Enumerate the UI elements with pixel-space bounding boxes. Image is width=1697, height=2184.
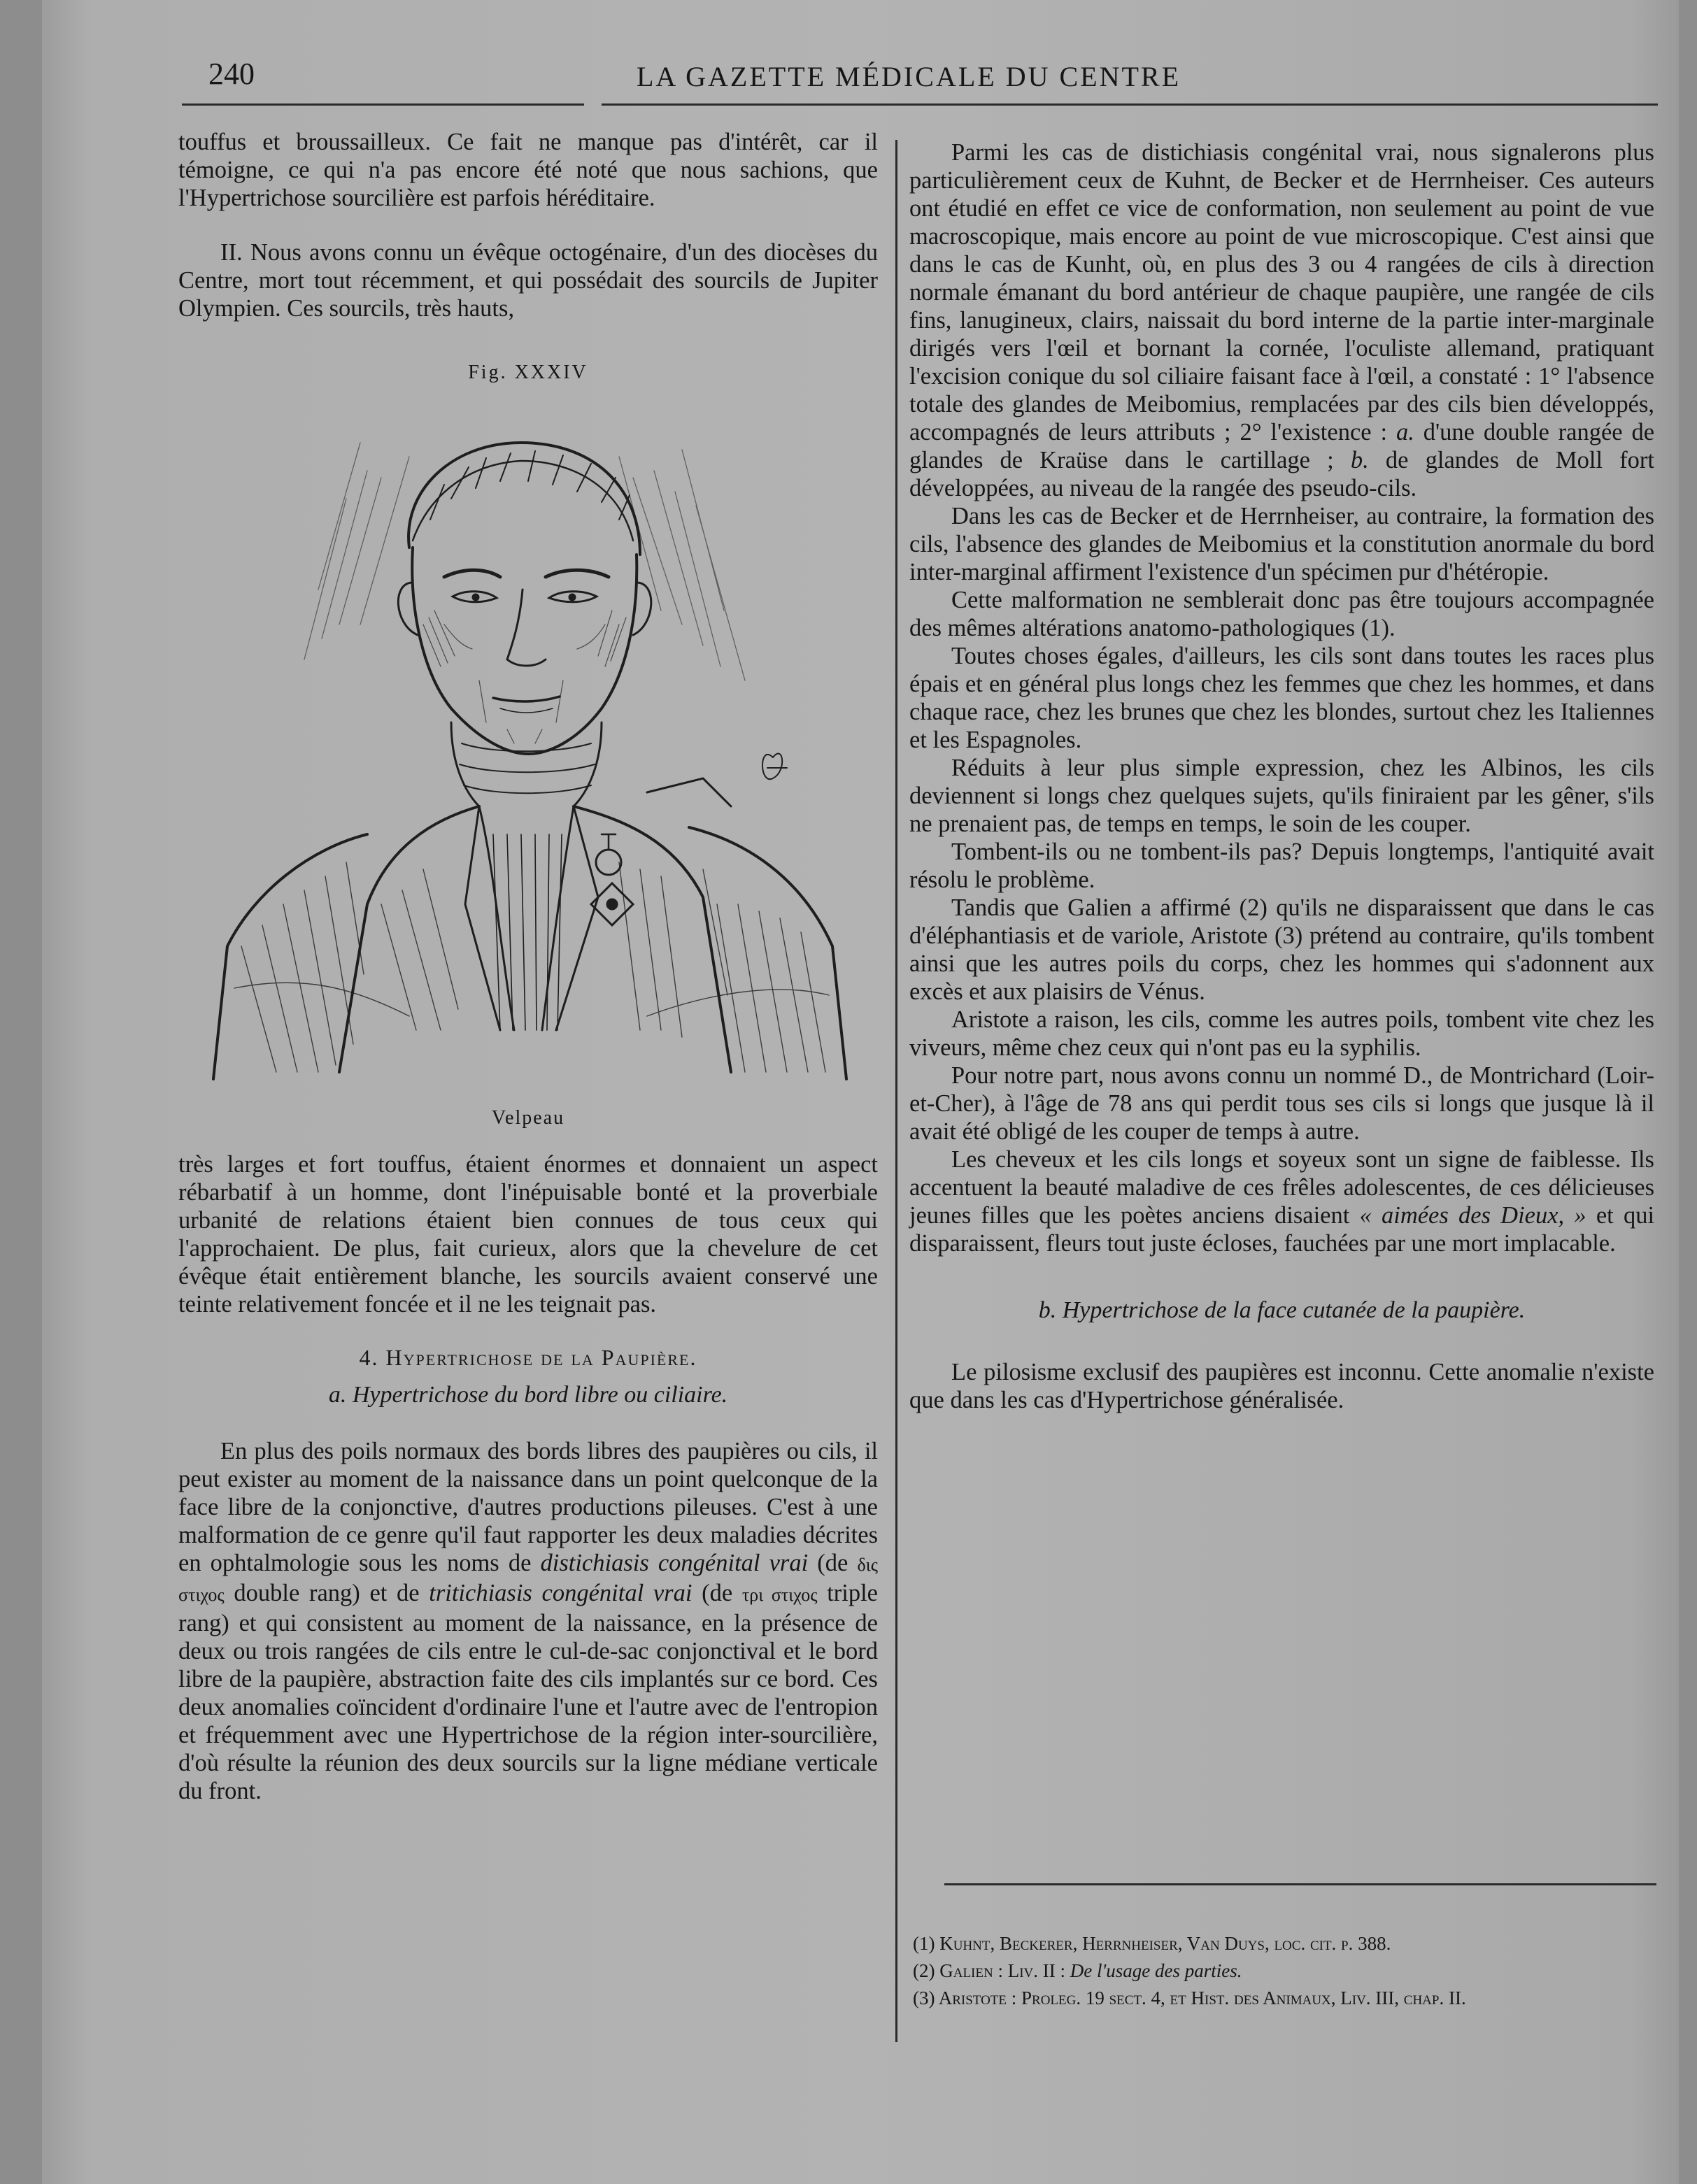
paragraph: Cette malformation ne semblerait donc pas être toujours accompagnée des mêmes altérations anatomo-pathologiques (1). xyxy=(909,587,1654,641)
footnotes xyxy=(913,1930,1654,2012)
running-title: LA GAZETTE MÉDICALE DU CENTRE xyxy=(637,61,1181,92)
paragraph: Pour notre part, nous avons connu un nommé D., de Montrichard (Loir-et-Cher), à l'âge de 78 ans qui perdit tous ses cils si longs que jusque là il avait été obligé de les couper de temps à autre. xyxy=(909,1062,1654,1145)
header-rule-right xyxy=(602,104,1658,106)
footnote-rule xyxy=(944,1883,1656,1885)
paragraph: Dans les cas de Becker et de Herrnheiser, au contraire, la formation des cils, l'absence des glandes de Meibomius et la constitution anormale du bord inter-marginal affirment l'existence d'un spécimen pur d'hétéropie. xyxy=(909,503,1654,585)
paragraph: Tandis que Galien a affirmé (2) qu'ils ne disparaissent que dans le cas d'éléphantiasis et de variole, Aristote (3) prétend au contraire, qu'ils tombent ainsi que les autres poils du corps, chez les hommes qui s'adonnent aux excès et aux plaisirs de Vénus. xyxy=(909,894,1654,1005)
page xyxy=(42,0,1679,2184)
paragraph: Parmi les cas de distichiasis congénital vrai, nous signalerons plus particulièrement ceux de Kuhnt, de Becker et de Herrnheiser. Ces auteurs ont étudié en effet ce vice de conformation, non seulement au point de vue macroscopique, mais encore au point de vue microscopique. C'est ainsi que dans le cas de Kunht, où, en plus des 3 ou 4 rangées de cils à direction normale émanant du bord antérieur de chaque paupière, une rangée de cils fins, lanugineux, clairs, naissait du bord interne de la partie inter-marginale dirigés vers l'œil et bornant la cornée, l'oculiste allemand, pratiquant l'excision conique du sol ciliaire faisant face à l'œil, a constaté : 1° l'absence totale des glandes de Meibomius, remplacées par des cils bien développés, accompagnés de leurs attributs ; 2° l'existence : a. d'une double rangée de glandes de Kraüse dans le cartillage ; b. de glandes de Moll fort développées, au niveau de la rangée des pseudo-cils. xyxy=(909,139,1655,501)
paragraph: Tombent-ils ou ne tombent-ils pas? Depuis longtemps, l'antiquité avait résolu le problème. xyxy=(909,838,1654,893)
running-head xyxy=(42,56,1679,98)
paragraph: Réduits à leur plus simple expression, chez les Albinos, les cils deviennent si longs chez quelques sujets, qu'ils finiraient par les gêner, s'ils ne prenaient pas, de temps en temps, le soin de les couper. xyxy=(909,755,1654,837)
footnote-1: (1) Kuhnt, Beckerer, Herrnheiser, Van Duys, loc. cit. p. 388. xyxy=(913,1933,1391,1954)
subsection-title-a: a. Hypertrichose du bord libre ou ciliaire. xyxy=(328,1382,728,1408)
paragraph: Toutes choses égales, d'ailleurs, les cils sont dans toutes les races plus épais et en général plus longs chez les femmes que chez les hommes, et dans chaque race, chez les brunes que chez les blondes, surtout chez les Italiennes et les Espagnoles. xyxy=(909,643,1654,753)
column-rule xyxy=(895,140,897,2042)
left-column xyxy=(178,128,878,1805)
header-rule-left xyxy=(182,104,584,106)
paragraph: Le pilosisme exclusif des paupières est inconnu. Cette anomalie n'existe que dans les cas d'Hypertrichose généralisée. xyxy=(909,1359,1654,1413)
paragraph: II. Nous avons connu un évêque octogénaire, d'un des diocèses du Centre, mort tout récemment, et qui possédait des sourcils de Jupiter Olympien. Ces sourcils, très hauts, xyxy=(178,239,878,322)
subsection-title-b: b. Hypertrichose de la face cutanée de la paupière. xyxy=(1038,1297,1526,1323)
footnote-3: (3) Aristote : Proleg. 19 sect. 4, et Hist. des Animaux, Liv. III, chap. II. xyxy=(913,1987,1466,2008)
page-number: 240 xyxy=(208,57,255,91)
portrait-engraving xyxy=(199,415,857,1086)
paragraph: très larges et fort touffus, étaient énormes et donnaient un aspect rébarbatif à un homme, dont l'inépuisable bonté et la proverbiale urbanité de relations étaient bien connues de tous ceux qui l'approchaient. De plus, fait curieux, alors que la chevelure de cet évêque était entièrement blanche, les sourcils avaient conservé une teinte relativement foncée et il ne les teignait pas. xyxy=(178,1151,878,1318)
section-title: 4. Hypertrichose de la Paupière. xyxy=(359,1345,697,1370)
paragraph: En plus des poils normaux des bords libres des paupières ou cils, il peut exister au moment de la naissance dans un point quelconque de la face libre de la conjonctive, d'autres productions pileuses. C'est à une malformation de ce genre qu'il faut rapporter les deux maladies décrites en ophtalmologie sous les noms de distichiasis congénital vrai (de δις στιχος double rang) et de tritichiasis congénital vrai (de τρι στιχος triple rang) et qui consistent au moment de la naissance, en la présence de deux ou trois rangées de cils entre le cul-de-sac conjonctival et le bord libre de la paupière, abstraction faite des cils implantés sur ce bord. Ces deux anomalies coïncident d'ordinaire l'une et l'autre avec de l'entropion et fréquemment avec une Hypertrichose de la région inter-sourcilière, d'où résulte la réunion des deux sourcils sur la ligne médiane verticale du front. xyxy=(178,1438,879,1804)
right-column xyxy=(909,138,1654,1414)
paragraph: Les cheveux et les cils longs et soyeux sont un signe de faiblesse. Ils accentuent la beauté maladive de ces frêles adolescentes, de ces délicieuses jeunes filles que les poètes anciens disaient « aimées des Dieux, » et qui disparaissent, fleurs tout juste écloses, fauchées par une mort implacable. xyxy=(909,1146,1655,1257)
figure-label: Fig. XXXIV xyxy=(468,362,588,383)
paragraph: touffus et broussailleux. Ce fait ne manque pas d'intérêt, car il témoigne, ce qui n'a pas encore été noté que nous sachions, que l'Hypertrichose sourcilière est parfois héréditaire. xyxy=(178,129,878,211)
paragraph: Aristote a raison, les cils, comme les autres poils, tombent vite chez les viveurs, même chez ceux qui n'ont pas eu la syphilis. xyxy=(909,1006,1654,1061)
figure-caption: Velpeau xyxy=(491,1107,565,1129)
footnote-2: (2) Galien : Liv. II : De l'usage des parties. xyxy=(913,1960,1242,1981)
